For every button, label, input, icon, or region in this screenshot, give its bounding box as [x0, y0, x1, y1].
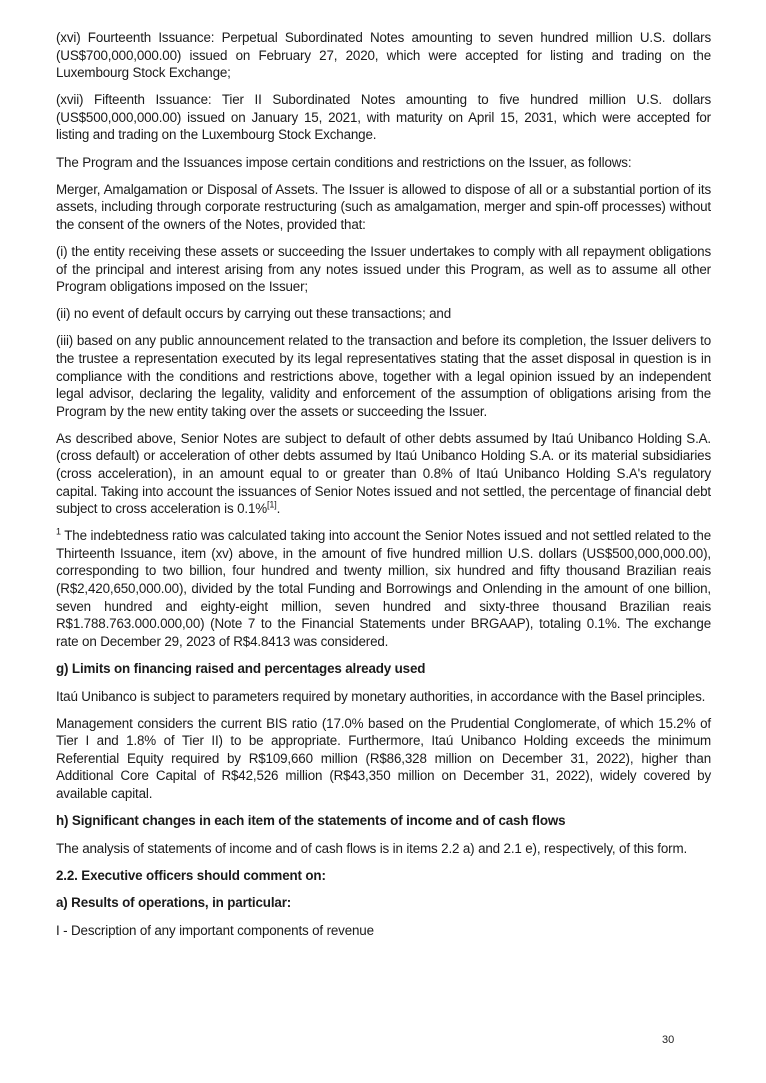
paragraph-fifteenth-issuance: (xvii) Fifteenth Issuance: Tier II Subordinated Notes amounting to five hundred million U.S. dollars (US$500,000,000.00) issued on January 15, 2021, with maturity on April 15, 2031, which were accepted for listing and trading on the Luxembourg Stock Exchange. [56, 92, 711, 143]
footnote-text: The indebtedness ratio was calculated taking into account the Senior Notes issued and not settled related to the Thirteenth Issuance, item (xv) above, in the amount of five hundred million U.S. dollars (US$500,000,000.00), corresponding to two billion, four hundred and twenty million, six hundred and fifty thousand Brazilian reais (R$2,420,650,000.00), divided by the total Funding and Borrowings and Onlending in the amount of one billion, seven hundred and eighty-eight million, seven hundred and sixty-three thousand Brazilian reais R$1.788.763.000.000,00) (Note 7 to the Financial Statements under BRGAAP), totaling 0.1%. The exchange rate on December 29, 2023 of R$4.8413 was considered. [56, 528, 711, 649]
paragraph-merger-disposal: Merger, Amalgamation or Disposal of Assets. The Issuer is allowed to dispose of all or a substantial portion of its assets, including through corporate restructuring (such as amalgamation, merger and spin-off processes) without the consent of the owners of the Notes, provided that: [56, 181, 711, 232]
paragraph-cross-default [56, 430, 711, 518]
cross-default-text: As described above, Senior Notes are subject to default of other debts assumed by Itaú Unibanco Holding S.A. (cross default) or acceleration of other debts assumed by Itaú Unibanco Holding S.A. or its material subsidiaries (cross acceleration), in an amount equal to or greater than 0.8% of Itaú Unibanco Holding S.A's regulatory capital. Taking into account the issuances of Senior Notes issued and not settled, the percentage of financial debt subject to cross acceleration is 0.1% [56, 430, 711, 517]
cross-default-end: . [276, 501, 281, 517]
document-page [56, 29, 711, 949]
paragraph-fourteenth-issuance: (xvi) Fourteenth Issuance: Perpetual Subordinated Notes amounting to seven hundred million U.S. dollars (US$700,000,000.00) issued on February 27, 2020, which were accepted for listing and trading on the Luxembourg Stock Exchange; [56, 30, 711, 81]
paragraph-basel-parameters: Itaú Unibanco is subject to parameters required by monetary authorities, in accordance with the Basel principles. [56, 688, 706, 704]
page-number: 30 [662, 1034, 675, 1046]
paragraph-program-conditions: The Program and the Issuances impose certain conditions and restrictions on the Issuer, as follows: [56, 154, 632, 170]
paragraph-condition-iii: (iii) based on any public announcement related to the transaction and before its completion, the Issuer delivers to the trustee a representation executed by its legal representatives stating that the asset disposal in question is in compliance with the conditions and restrictions above, together with a legal opinion issued by an independent legal advisor, declaring the legality, validity and enforcement of the assumption of obligations arising from the Program by the new entity taking over the assets or succeeding the Issuer. [56, 333, 711, 419]
heading-results-of-operations: a) Results of operations, in particular: [56, 895, 292, 911]
heading-significant-changes: h) Significant changes in each item of the statements of income and of cash flows [56, 813, 566, 829]
paragraph-bis-ratio: Management considers the current BIS ratio (17.0% based on the Prudential Conglomerate, of which 15.2% of Tier I and 1.8% of Tier II) to be appropriate. Furthermore, Itaú Unibanco Holding exceeds the minimum Referential Equity required by R$109,660 million (R$86,328 million on December 31, 2022), higher than Additional Core Capital of R$42,526 million (R$43,350 million on December 31, 2022), widely covered by available capital. [56, 715, 711, 801]
footnote-reference[interactable]: [1] [267, 499, 277, 510]
paragraph-revenue-components: I - Description of any important components of revenue [56, 922, 374, 938]
heading-limits-on-financing: g) Limits on financing raised and percentages already used [56, 660, 426, 676]
paragraph-analysis-reference: The analysis of statements of income and of cash flows is in items 2.2 a) and 2.1 e), respectively, of this form. [56, 840, 688, 856]
heading-executive-officers: 2.2. Executive officers should comment on: [56, 867, 326, 883]
footnote-marker: 1 [56, 526, 61, 537]
paragraph-condition-ii: (ii) no event of default occurs by carrying out these transactions; and [56, 306, 452, 322]
footnote-indebtedness-ratio [56, 527, 711, 650]
paragraph-condition-i: (i) the entity receiving these assets or succeeding the Issuer undertakes to comply with all repayment obligations of the principal and interest arising from any notes issued under this Program, as well as to assume all other Program obligations imposed on the Issuer; [56, 243, 711, 295]
